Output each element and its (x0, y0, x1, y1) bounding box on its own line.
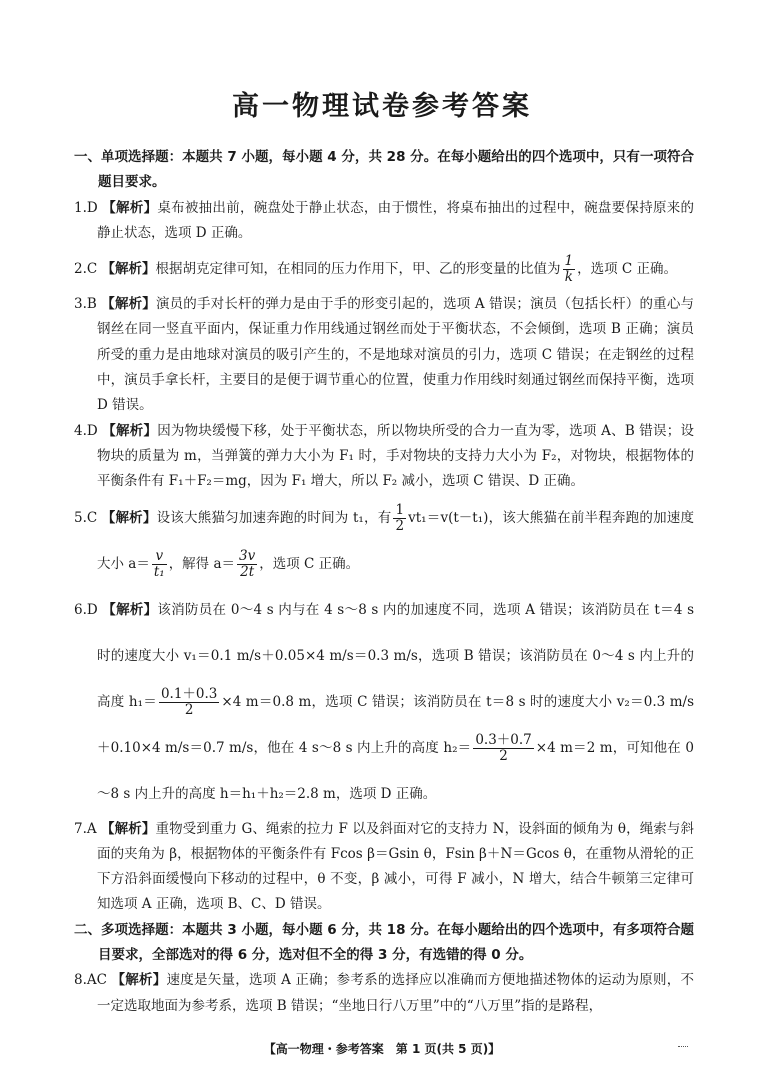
fraction (563, 254, 576, 285)
page-title: 高一物理试卷参考答案 (232, 91, 532, 122)
analysis-label: 【解析】 (102, 601, 158, 618)
answer-item-8 (74, 968, 694, 1019)
answer-text: 该消防员在 0～4 s 内与在 4 s～8 s 内的加速度不同，选项 A 错误；该消防员在 t＝4 s 时的速度大小 v₁＝0.1 m/s＋0.05×4 m/s＝0.3 m/s，选项 B 错误；该消防员在 0～4 s 内上升的高度 h₁＝ (97, 601, 694, 710)
answer-text: ，选项 C 正确。 (259, 555, 360, 572)
fraction (152, 549, 167, 580)
corner-mark (678, 1046, 688, 1049)
answer-text: ×4 m＝2 m，可知他在 0～8 s 内上升的高度 h＝h₁＋h₂＝2.8 m，选项 D 正确。 (97, 739, 694, 802)
answer-text: 设该大熊猫匀加速奔跑的时间为 t₁，有 (156, 509, 392, 526)
answer-text: vt₁＝v(t－t₁)，该大熊猫在前半程奔跑的加速度大小 a＝ (97, 509, 695, 572)
fraction (237, 549, 257, 580)
answer-number: 3.B (74, 296, 97, 313)
answer-item-5 (74, 495, 694, 587)
answer-number: 6.D (74, 601, 98, 618)
answer-text: 重物受到重力 G、绳索的拉力 F 以及斜面对它的支持力 N，设斜面的倾角为 θ，绳索与斜面的夹角为 β，根据物体的平衡条件有 Fcos β＝Gsin θ，Fsin β＋N＝Gcos θ，在重物从滑轮的正下方沿斜面缓慢向下移动的过程中，θ 不变，β 减小，可得 F 减小，N 增大，结合牛顿第三定律可知选项 A 正确，选项 B、C、D 错误。 (97, 820, 695, 913)
section-heading-single-choice: 一、单项选择题：本题共 7 小题，每小题 4 分，共 28 分。在每小题给出的四个选项中，只有一项符合题目要求。 (74, 149, 694, 191)
answer-text: 演员的手对长杆的弹力是由于手的形变引起的，选项 A 错误；演员（包括长杆）的重心与钢丝在同一竖直平面内，保证重力作用线通过钢丝而处于平衡状态，不会倾倒，选项 B 正确；演员所受的重力是由地球对演员的吸引产生的，不是地球对演员的引力，选项 C 错误；在走钢丝的过程中，演员手拿长杆，主要目的是便于调节重心的位置，使重力作用线时刻通过钢丝而保持平衡，选项 D 错误。 (97, 296, 694, 414)
answer-item-2 (74, 246, 694, 292)
fraction-denominator: k (564, 269, 573, 286)
fraction (159, 687, 219, 718)
analysis-label: 【解析】 (102, 422, 158, 439)
analysis-label: 【解析】 (111, 972, 167, 989)
fraction-denominator: 2 (395, 517, 405, 534)
fraction-numerator: 0.1＋0.3 (160, 685, 218, 702)
fraction-denominator: 2 (184, 701, 194, 718)
answer-number: 1.D (74, 199, 98, 216)
answer-text: ，选项 C 正确。 (577, 261, 678, 278)
answer-number: 7.A (74, 820, 97, 837)
fraction-numerator: 1 (395, 501, 405, 518)
analysis-label: 【解析】 (101, 261, 156, 278)
answer-text: ×4 m＝0.8 m，选项 C 错误；该消防员在 t＝8 s 时的速度大小 v₂＝0.3 m/s＋0.10×4 m/s＝0.7 m/s，他在 4 s～8 s 内上升的高度 h₂＝ (97, 693, 694, 756)
answer-number: 8.AC (74, 972, 107, 989)
answer-body (74, 145, 694, 1019)
answer-text: ，解得 a＝ (168, 555, 236, 572)
fraction (393, 503, 406, 534)
answer-text: 因为物块缓慢下移，处于平衡状态，所以物块所受的合力一直为零，选项 A、B 错误；设物块的质量为 m，当弹簧的弹力大小为 F₁ 时，手对物块的支持力大小为 F₂，对物块，根据物体的平衡条件有 F₁＋F₂＝mg，因为 F₁ 增大，所以 F₂ 减小，选项 C 错误、D 正确。 (97, 422, 694, 490)
section-heading-multiple-choice: 二、多项选择题：本题共 3 小题，每小题 6 分，共 18 分。在每小题给出的四个选项中，有多项符合题目要求，全部选对的得 6 分，选对但不全的得 3 分，有选错的得 0 分。 (74, 921, 694, 964)
answer-number: 2.C (74, 261, 98, 278)
answer-text: 速度是矢量，选项 A 正确；参考系的选择应以准确而方便地描述物体的运动为原则，不一定选取地面为参考系，选项 B 错误；“坐地日行八万里”中的“八万里”指的是路程， (97, 972, 694, 1014)
answer-item-7 (74, 817, 694, 918)
fraction-numerator: 0.3＋0.7 (475, 731, 532, 748)
fraction-numerator: 1 (564, 253, 574, 270)
answer-text: 根据胡克定律可知，在相同的压力作用下，甲、乙的形变量的比值为 (155, 261, 561, 278)
fraction-denominator: 2t (240, 563, 255, 580)
answer-text: 桌布被抽出前，碗盘处于静止状态，由于惯性，将桌布抽出的过程中，碗盘要保持原来的静止状态，选项 D 正确。 (97, 199, 695, 241)
analysis-label: 【解析】 (101, 296, 156, 313)
page-footer: 【高一物理・参考答案 第 1 页(共 5 页)】 (263, 1042, 501, 1056)
answer-item-3 (74, 292, 694, 418)
fraction (473, 733, 533, 764)
fraction-numerator: v (152, 549, 167, 565)
fraction-denominator: 2 (499, 747, 508, 764)
fraction-numerator: 3v (239, 547, 256, 564)
answer-number: 5.C (74, 509, 98, 526)
answer-item-6 (74, 587, 694, 817)
answer-item-1 (74, 196, 694, 247)
answer-number: 4.D (74, 422, 98, 439)
analysis-label: 【解析】 (101, 820, 156, 837)
answer-item-4 (74, 419, 694, 495)
fraction-denominator: t₁ (153, 563, 165, 580)
analysis-label: 【解析】 (101, 509, 157, 526)
analysis-label: 【解析】 (102, 199, 158, 216)
